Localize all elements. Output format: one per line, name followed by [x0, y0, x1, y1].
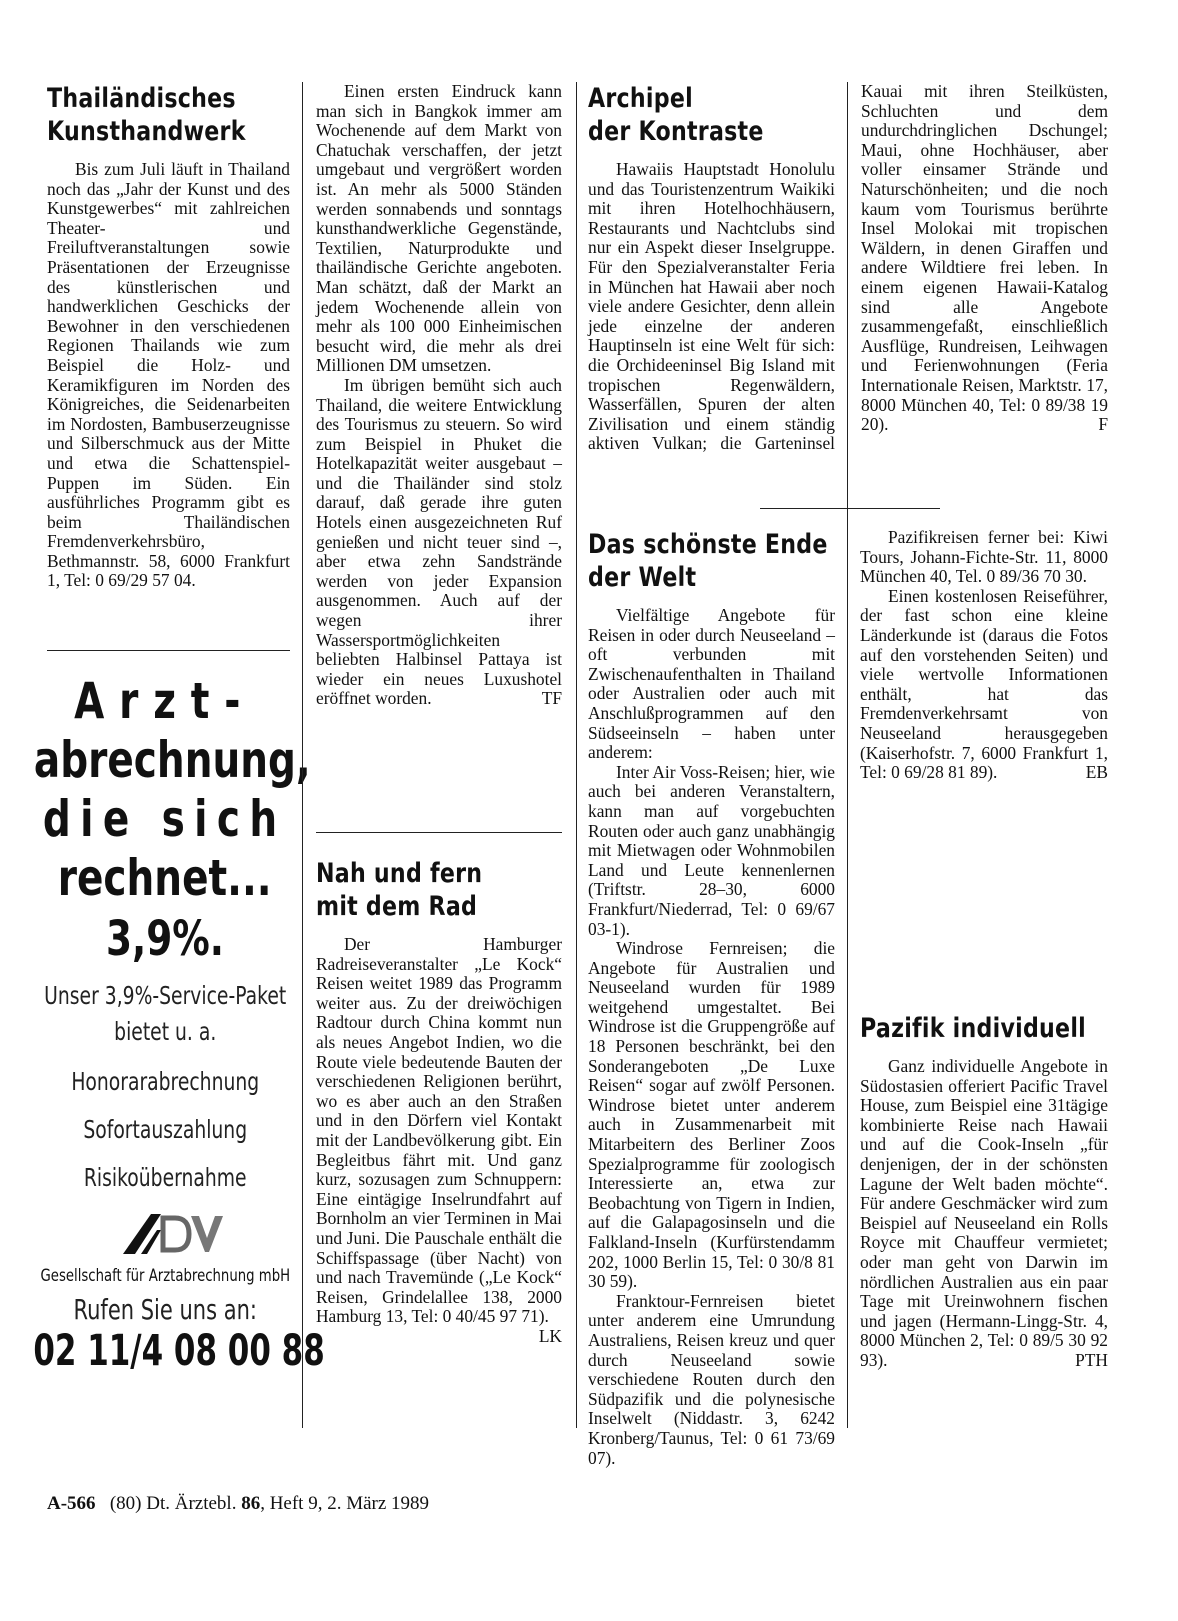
divider: [316, 832, 562, 833]
column-rule: [302, 82, 303, 1428]
article-archipel: [588, 82, 1108, 492]
ad-item: Sofortauszahlung: [83, 1115, 247, 1144]
author-initials: PTH: [1075, 1349, 1108, 1370]
article-title: Nah und fern mit dem Rad: [316, 858, 483, 922]
ad-service: bietet u. a.: [113, 1017, 217, 1046]
divider: [47, 650, 290, 651]
ad-phone: 02 11/4 08 00 88: [32, 1326, 325, 1376]
divider: [760, 508, 940, 509]
footer-journal: (80) Dt. Ärztebl.: [109, 1493, 237, 1514]
article-ende-col4: [860, 528, 1108, 783]
article-title: Archipel der Kontraste: [588, 83, 764, 147]
ad-service: Unser 3,9%-Service-Paket: [43, 981, 287, 1010]
article-ende-col3: [588, 528, 835, 1468]
ad-headline: rechnet...: [58, 849, 272, 907]
ad-percent: 3,9%.: [105, 911, 225, 967]
abv-logo-icon: [105, 1208, 225, 1258]
ad-item: Risikoübernahme: [83, 1163, 247, 1192]
paragraph: Pazifikreisen ferner bei: Kiwi Tours, Johann-Fichte-Str. 11, 8000 München 40, Tel. 0 89/36 70 30.: [860, 527, 1108, 587]
page-footer: [47, 1493, 429, 1515]
ad-headline: Arzt-: [74, 672, 256, 730]
article-thai-col1: [47, 82, 290, 591]
article-thai-col2: [316, 82, 562, 709]
author-initials: EB: [1085, 762, 1108, 783]
article-title: Das schönste Ende der Welt: [588, 529, 828, 593]
ad-company: Gesellschaft für Arztabrechnung mbH: [40, 1266, 290, 1286]
author-initials: F: [1098, 414, 1108, 435]
author-initials: LK: [538, 1325, 562, 1346]
footer-issue: , Heft 9, 2. März 1989: [260, 1493, 430, 1514]
article-pazifik: [860, 1012, 1108, 1371]
ad-headline: die sich: [43, 790, 287, 848]
paragraph: Hawaiis Hauptstadt Honolulu und das Touristenzentrum Waikiki mit ihren Hotelhochhäusern, Restaurants und Nachtclubs sind nur ein Aspekt dieser Inselgruppe. Für den Spezialveranstalter Feria in München hat Hawaii aber noch viele andere Gesichter, denn allein jede einzelne der anderen Hauptinseln ist eine Welt für sich: die Orchideeninsel Big Island mit tropischen Regenwäldern, Wasserfällen, Spuren der alten Zivilisation und einem ständig aktiven Vulkan; die Garteninsel Kauai mit ihren Steilküsten, Schluchten und dem undurchdringlichen Dschungel; Maui, ohne Hochhäuser, aber voller einsamer Strände und Naturschönheiten; und die noch kaum vom Tourismus berührte Insel Molokai mit tropischen Wäldern, in denen Giraffen und andere Wildtiere frei leben. In einem eigenen Hawaii-Katalog sind alle Angebote zusammengefaßt, einschließlich Ausflüge, Rundreisen, Leihwagen und Ferienwohnungen (Feria Internationale Reisen, Marktstr. 17, 8000 München 40, Tel: 0 89/38 19 20). F: [588, 81, 1108, 454]
article-title: Thailändisches Kunsthandwerk: [47, 83, 246, 147]
paragraph: Windrose Fernreisen; die Angebote für Australien und Neuseeland wurden für 1989 weitgehend umgestaltet. Bei Windrose ist die Gruppengröße auf 18 Personen beschränkt, bei den Sonderangeboten „De Luxe Reisen“ sogar auf zwölf Personen. Windrose bietet unter anderem auch in Zusammenarbeit mit Mitarbeitern des Berliner Zoos Spezialprogramme für zoologisch Interessierte an, etwa zur Beobachtung von Tigern in Indien, auf die Galapagosinseln und die Falkland-Inseln (Kurfürstendamm 202, 1000 Berlin 15, Tel: 0 30/8 81 30 59).: [588, 938, 835, 1292]
ad-item: Honorarabrechnung: [71, 1067, 259, 1096]
column-rule: [847, 82, 848, 1428]
footer-volume: 86: [241, 1493, 261, 1514]
paragraph: Im übrigen bemüht sich auch Thailand, die weitere Entwicklung des Tourismus zu steuern. So wird zum Beispiel in Phuket die Hotelkapazität weiter ausgebaut – und die Thailänder sind stolz darauf, daß gerade ihre guten Hotels einen ausgezeichneten Ruf genießen und nicht teuer sind –, aber etwa zehn Sandstrände werden von jeder Expansion ausgenommen. Auch auf der wegen ihrer Wassersportmöglichkeiten beliebten Halbinsel Pattaya ist wieder ein neues Luxushotel eröffnet worden. TF: [316, 374, 562, 709]
paragraph: Einen ersten Eindruck kann man sich in Bangkok immer am Wochenende auf dem Markt von Chatuchak verschaffen, der jetzt umgebaut und vergrößert worden ist. An mehr als 5000 Ständen werden sonnabends und sonntags kunsthandwerkliche Gegenstände, Textilien, Naturprodukte und thailändische Gerichte angeboten. Man schätzt, daß der Markt an jedem Wochenende allein von mehr als 100 000 Einheimischen besucht wird, die mehr als drei Millionen DM umsetzen.: [316, 81, 562, 376]
page-number: A-566: [47, 1493, 96, 1514]
advertisement: [32, 672, 325, 1376]
article-rad: [316, 857, 562, 1346]
paragraph: Ganz individuelle Angebote in Südostasien offeriert Pacific Travel House, zum Beispiel eine 31tägige kombinierte Reise nach Hawaii und auf die Cook-Inseln „für denjenigen, der in der schönsten Lagune der Welt baden möchte“. Für andere Geschmäcker wird zum Beispiel auf Neuseeland ein Rolls Royce mit Chauffeur vermietet; oder man geht von Darwin im nördlichen Australien aus ein paar Tage mit Ureinwohnern fischen und jagen (Hermann-Lingg-Str. 4, 8000 München 2, Tel: 0 89/5 30 92 93). PTH: [860, 1056, 1108, 1370]
ad-headline: abrechnung,: [34, 731, 312, 789]
ad-call: Rufen Sie uns an:: [73, 1293, 257, 1326]
author-initials: TF: [541, 688, 562, 709]
paragraph: Der Hamburger Radreiseveranstalter „Le Kock“ Reisen weitet 1989 das Programm weiter aus. Zu der dreiwöchigen Radtour durch China kommt nun als neues Angebot Indien, wo die Route viele bedeutende Bauten der verschiedenen Religionen berührt, wo es aber auch an den Straßen und in den Dörfern viel Kontakt mit der Landbevölkerung gibt. Ein Begleitbus fährt mit. Und ganz kurz, sozusagen zum Schnuppern: Eine eintägige Inselrundfahrt auf Bornholm an vier Terminen in Mai und Juni. Die Pauschale enthält die Schiffspassage (über Nacht) von und nach Travemünde („Le Kock“ Reisen, Grindelallee 138, 2000 Hamburg 13, Tel: 0 40/45 97 71). LK: [316, 934, 562, 1346]
paragraph: Vielfältige Angebote für Reisen in oder durch Neuseeland – oft verbunden mit Zwischenaufenthalten in Thailand oder Australien oder auch mit Anschlußprogrammen auf den Südseeinseln – haben unter anderem:: [588, 605, 835, 763]
paragraph: Inter Air Voss-Reisen; hier, wie auch bei anderen Veranstaltern, kann man auf vorgebuchten Routen oder auch ganz unabhängig mit Mietwagen oder Wohnmobilen Land und Leute kennenlernen (Triftstr. 28–30, 6000 Frankfurt/Niederrad, Tel: 0 69/67 03-1).: [588, 761, 835, 939]
column-rule: [576, 82, 577, 1428]
paragraph: Bis zum Juli läuft in Thailand noch das „Jahr der Kunst und des Kunstgewerbes“ mit zahlreichen Theater- und Freiluftveranstaltungen sowie Präsentationen der Erzeugnisse des künstlerischen und handwerklichen Geschicks der Bewohner in den verschiedenen Regionen Thailands wie zum Beispiel die Holz- und Keramikfiguren im Norden des Königreiches, die Seidenarbeiten im Nordosten, Bambuserzeugnisse und Silberschmuck aus der Mitte und etwa die Schattenspiel-Puppen im Süden. Ein ausführliches Programm gibt es beim Thailändischen Fremdenverkehrsbüro, Bethmannstr. 58, 6000 Frankfurt 1, Tel: 0 69/29 57 04.: [47, 159, 290, 591]
article-title: Pazifik individuell: [860, 1013, 1086, 1044]
paragraph: Franktour-Fernreisen bietet unter anderem eine Umrundung Australiens, Reisen kreuz und quer durch Neuseeland sowie verschiedene Routen durch den Südpazifik und die polynesische Inselwelt (Niddastr. 3, 6242 Kronberg/Taunus, Tel: 0 61 73/69 07).: [588, 1290, 835, 1468]
paragraph: Einen kostenlosen Reiseführer, der fast schon eine kleine Länderkunde ist (daraus die Fotos auf den vorstehenden Seiten) und viele wertvolle Informationen enthält, hat das Fremdenverkehrsamt von Neuseeland herausgegeben (Kaiserhofstr. 7, 6000 Frankfurt 1, Tel: 0 69/28 81 89). EB: [860, 585, 1108, 783]
